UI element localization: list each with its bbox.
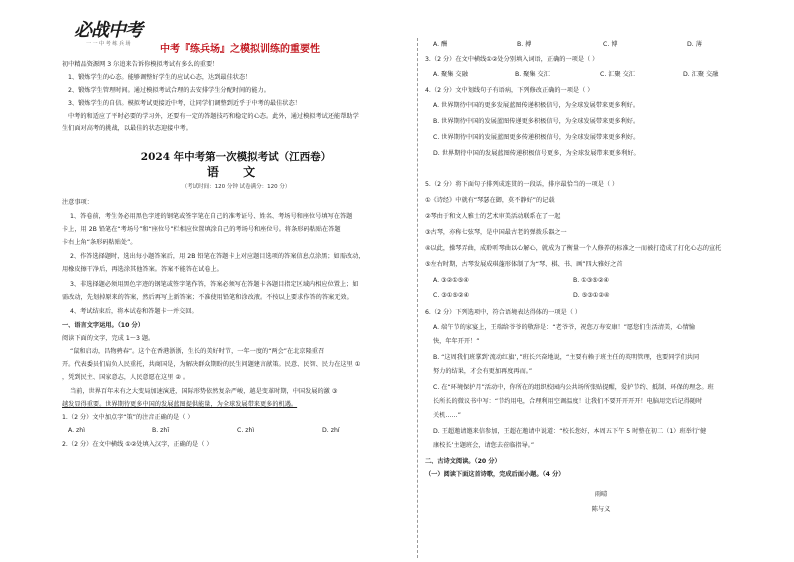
section-2-sub-heading: （一）阅读下面这首诗歌，完成后面小题。（4 分） <box>425 471 565 478</box>
passage-line-3: ，凭到民主、国家意志，人民意愿在这里 ② 。 <box>62 374 190 381</box>
q6-option-c-line-3: 关机……” <box>433 412 461 419</box>
q5-sentence-5: ⑤左右时期，古琴发展成琪蓬形体制了为“琴、棋、书、画”四大雅好之首 <box>425 261 623 268</box>
notice-2-line-2: 用橡皮擦干净后，再选涂其他答案。答案不能答在试卷上。 <box>62 266 223 273</box>
q3-option-b[interactable]: B. 聚集 交汇 <box>515 71 550 78</box>
notice-1-line-3: 卡右上角“条形码粘贴处”。 <box>62 239 137 246</box>
logo-subtitle: 一 一 中 考 练 兵 场 <box>86 41 131 47</box>
q6-option-d-line-1[interactable]: D. 王超邀请邀来信参加，王超在邀请中说道：“校长您好，本周五下午 5 时整在初二（1）班举行‘健 <box>433 428 707 435</box>
q2-option-d[interactable]: D. 薄 <box>687 41 702 48</box>
question-3: 3.（2 分）在文中横线①②处分别填入词语，正确的一项是（ ） <box>425 56 599 63</box>
intro-lead: 初中精品资源网 3 尔追来告诉你模拟考试有多么的重要！ <box>62 61 219 68</box>
poem-author: 陈与义 <box>591 506 611 513</box>
brand-logo <box>74 16 144 48</box>
notice-2-line-1: 2、作答选择题时，选出每小题答案后，用 2B 铅笔在答题卡上对应题目选项的答案信息点涂黑；如需改动， <box>70 253 365 260</box>
passage-line-4: 当前，世界百年未有之大变局加速演进，国际形势依然复杂严峻，越是变革时期，中国发展的激 ③ <box>70 388 338 395</box>
q4-option-d[interactable]: D. 世界期待中国的发展蓝图传递积极信号更多，为全球发展带来更多利好。 <box>433 150 640 157</box>
q6-option-b-line-2: 努力的结果，才会有更加再度再而。” <box>433 368 533 375</box>
q2-option-b[interactable]: B. 搏 <box>517 41 532 48</box>
q5-sentence-1: ①《诗经》中就有“琴瑟在御，莫不静好”的记载 <box>425 197 555 204</box>
question-1: 1.（2 分）文中加点字“策”的注音正确的是（ ） <box>62 414 194 421</box>
exam-title: 2024 年中考第一次模拟考试（江西卷） <box>140 151 332 163</box>
notice-1-line-1: 1、答卷前，考生务必用黑色字迹的钢笔或签字笔在自己的准考证号、姓名、考场号和座位号填写在答题 <box>70 213 353 220</box>
intro-para-line-2: 生们面对高考的挑战，以最佳的状态迎接中考。 <box>62 125 192 132</box>
section-2-heading: 二、古诗文阅读。（20 分） <box>425 458 501 465</box>
q1-option-b[interactable]: B. zhī <box>152 427 170 434</box>
question-6: 6.（2 分）下列选项中，符合语境表达得体的一项是（ ） <box>425 309 582 316</box>
q4-option-a[interactable]: A. 世界期待中国的更多发展蓝图传递积极信号，为全球发展带来更多利好。 <box>433 102 640 109</box>
intro-point-3: 3、锻炼学生的自信。模拟考试更接近中考，让同学们调整到近乎于中考的最佳状态！ <box>68 100 301 107</box>
q3-option-c[interactable]: C. 汇聚 交汇 <box>600 71 635 78</box>
question-5: 5.（2 分）将下面句子排列成连贯的一段话，排序最恰当的一项是（ ） <box>425 181 619 188</box>
intro-para-line-1: 中考的和适应了平时必要的学习外，还要有一定的答题技巧和稳定的心态。此外，通过模拟考试还能帮助学 <box>68 113 359 120</box>
q1-option-a[interactable]: A. zhì <box>68 427 85 434</box>
column-divider <box>417 38 418 558</box>
q2-option-c[interactable]: C. 博 <box>603 41 618 48</box>
q5-sentence-3: ③古琴，亦称七弦琴，是中国最古老的弹拨乐器之一 <box>425 229 567 236</box>
logo-text: 必战中考 <box>74 20 142 41</box>
q6-option-d-line-2: 康校长’主题班会，请您去莅临指导。” <box>433 442 535 449</box>
notice-4: 4、考试结束后，将本试卷和答题卡一并交回。 <box>70 308 198 315</box>
intro-point-2: 2、锻炼学生管理时间。通过模拟考试合理的去安排学生分配时间的能力。 <box>68 87 270 94</box>
question-4: 4.（2 分）文中划线句子有语病，下列修改正确的一项是（ ） <box>425 87 594 94</box>
q1-option-c[interactable]: C. zhì <box>237 427 255 434</box>
q5-option-d[interactable]: D. ⑤③①②④ <box>573 292 610 299</box>
q5-option-a[interactable]: A. ③②①⑤④ <box>433 277 469 284</box>
question-2: 2.（2 分）在文中横线 ①②处填入汉字，正确的是（ ） <box>62 441 213 448</box>
q2-option-a[interactable]: A. 酬 <box>433 41 448 48</box>
q3-option-d[interactable]: D. 汇聚 交融 <box>683 71 719 78</box>
subject-title: 语 文 <box>206 165 266 179</box>
promo-headline: 中考『练兵场』之模拟训练的重要性 <box>160 44 320 55</box>
notice-3-line-1: 3、非选择题必须用黑色字迹的钢笔或签字笔作答，答案必须写在答题卡各题目指定区域内相应位置上；如 <box>70 281 359 288</box>
passage-line-5: 越发显得重要。世界期待更多中国的发展蓝图提供能量，为全球发展带来更多的机遇。 <box>62 401 298 408</box>
q6-option-a-line-2: 快，年年开开！” <box>433 338 480 345</box>
q6-option-c-line-2: 长所长的微议书中写：“节约用电，合理利用空调温度！让我们不要开开开开！电脑用完后记得随时 <box>433 398 703 405</box>
section-1-lead: 阅读下面的文字，完成 1～3 题。 <box>62 335 155 342</box>
passage-line-2: 开。代表委员们肩负人民重托，共商国是，为解决群众期盼的民生问题建言献策。民意、民智、民力在这里 ① <box>62 361 361 368</box>
notice-1-line-2: 卡上，用 2B 铅笔在“考场号”和“座位号”栏相应位置填涂自己的考场号和座位号。将条形码粘贴在答题 <box>62 226 341 233</box>
passage-line-1: “鼠和启动，昌物骋春”。这个在香港浙浙，生长的美好时节，一年一度的“两会”在北京隆重召 <box>70 348 325 355</box>
intro-point-1: 1、锻炼学生的心态。能够调整好学生的应试心态，达到最佳状态！ <box>68 74 252 81</box>
notice-heading: 注意事项： <box>62 199 93 206</box>
q4-option-c[interactable]: C. 世界期待中国的发展蓝图更多传递积极信号，为全球发展带来更多利好。 <box>433 134 640 141</box>
q6-option-b-line-1[interactable]: B. “这周我们班掌到‘流动红旗’，”班长兴奋地说，“主要有赖于班主任的英明管理，也要同学们共同 <box>433 354 700 361</box>
section-1-heading: 一、语言文字运用。（10 分） <box>62 322 144 329</box>
exam-meta: （考试时间：120 分钟 试卷满分：120 分） <box>181 184 291 190</box>
q5-sentence-4: ④以此，操琴弄曲，成聆听琴曲以心解心，就成为了衡量一个人修养的标准之一而被打造成了打化心志的宣托 <box>425 245 722 252</box>
q5-option-b[interactable]: B. ①③⑤②④ <box>573 277 609 284</box>
notice-3-line-2: 需改动，先划掉原来的答案，然后再写上新答案；不准使用铅笔和涂改液。不按以上要求作答的答案无效。 <box>62 294 353 301</box>
q1-option-d[interactable]: D. zhí <box>322 427 340 434</box>
q3-option-a[interactable]: A. 聚集 交融 <box>433 71 468 78</box>
q5-sentence-2: ②琴由于和文人雅士的艺术审美活动联系在了一起 <box>425 213 561 220</box>
poem-title: 雨晴 <box>594 491 608 498</box>
q4-option-b[interactable]: B. 世界期待中国的发展蓝图传递更多积极信号，为全球发展带来更多利好。 <box>433 118 640 125</box>
q5-option-c[interactable]: C. ③①⑤②④ <box>433 292 469 299</box>
q6-option-a-line-1[interactable]: A. 端午节的家宴上，王瑞给爷爷的敬辞是：“老爷爷，祝您万寿安康！”愿您们生活清美，心情愉 <box>433 324 695 331</box>
q6-option-c-line-1[interactable]: C. 在“环境保护月”活动中，你所在的组织校园内公共场所张贴提醒，爱护节约、抵制、环保的理念。班 <box>433 384 714 391</box>
